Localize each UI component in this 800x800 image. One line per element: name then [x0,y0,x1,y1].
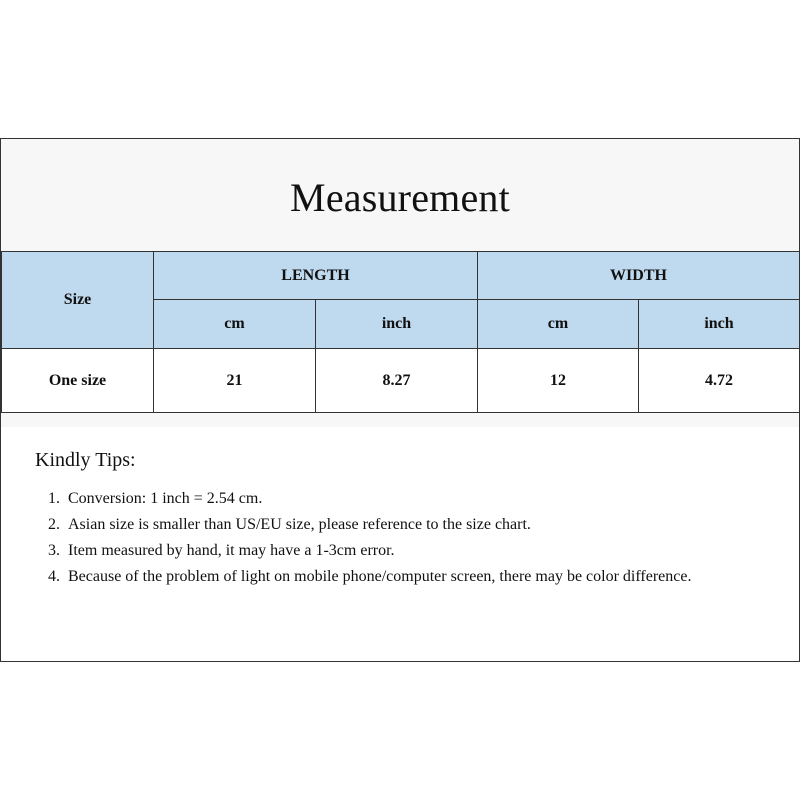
size-label-cell: One size [2,349,154,413]
table-cell: 21 [154,349,316,413]
size-table [1,251,800,413]
unit-header-cell: inch [639,300,800,349]
tips-section [1,427,799,661]
unit-header-cell: cm [154,300,316,349]
unit-header-cell: cm [478,300,639,349]
size-header-cell: Size [2,252,154,349]
tips-heading: Kindly Tips: [35,449,136,471]
table-cell: 4.72 [639,349,800,413]
list-item: 4. Because of the problem of light on mobile phone/computer screen, there may be color difference. [64,564,744,590]
unit-header-cell: inch [316,300,478,349]
length-header-cell: LENGTH [154,252,478,300]
table-cell: 12 [478,349,639,413]
title-band [1,139,799,251]
page-title: Measurement [290,174,510,220]
list-item: 2. Asian size is smaller than US/EU size, please reference to the size chart. [64,512,744,538]
tips-list [35,486,744,590]
table-row [2,349,800,413]
measurement-card [0,138,800,662]
list-item: 1. Conversion: 1 inch = 2.54 cm. [64,486,744,512]
list-item: 3. Item measured by hand, it may have a 1-3cm error. [64,538,744,564]
table-cell: 8.27 [316,349,478,413]
width-header-cell: WIDTH [478,252,800,300]
